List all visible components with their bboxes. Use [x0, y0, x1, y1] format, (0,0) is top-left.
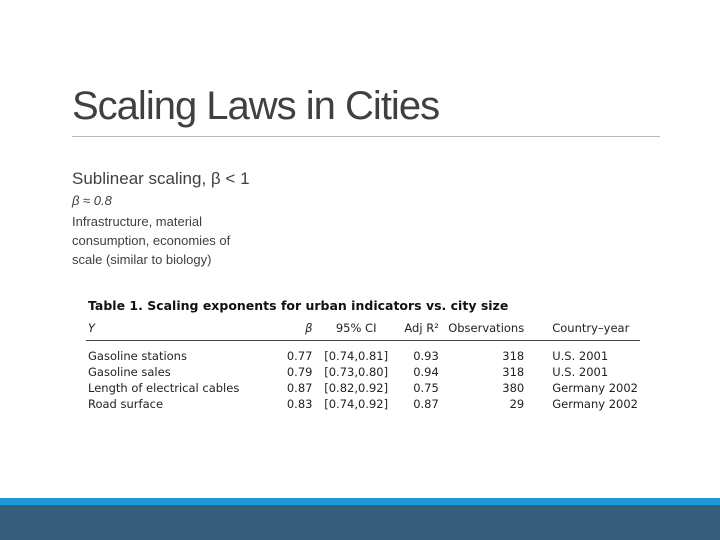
- scaling-table-figure: [86, 298, 642, 412]
- cell-beta: 0.83: [286, 397, 313, 411]
- scaling-table: [86, 321, 640, 412]
- beta-value: β ≈ 0.8: [72, 193, 112, 208]
- cell-country-year: Germany 2002: [552, 397, 638, 411]
- cell-country-year: U.S. 2001: [552, 349, 609, 363]
- cell-indicator: Road surface: [88, 397, 164, 411]
- cell-adj-r2: 0.94: [413, 365, 439, 379]
- cell-indicator: Gasoline sales: [88, 365, 171, 379]
- table-row: [86, 364, 640, 380]
- cell-adj-r2: 0.87: [413, 397, 439, 411]
- header-observations: Observations: [448, 321, 525, 335]
- cell-observations: 318: [502, 365, 525, 379]
- cell-beta: 0.77: [286, 349, 313, 363]
- table-caption: Table 1. Scaling exponents for urban indicators vs. city size: [88, 298, 509, 313]
- cell-indicator: Length of electrical cables: [88, 381, 240, 395]
- cell-country-year: Germany 2002: [552, 381, 638, 395]
- cell-observations: 318: [502, 349, 525, 363]
- cell-beta: 0.79: [286, 365, 313, 379]
- cell-ci: [0.73,0.80]: [324, 365, 389, 379]
- cell-ci: [0.74,0.81]: [324, 349, 389, 363]
- cell-adj-r2: 0.75: [413, 381, 439, 395]
- cell-observations: 29: [509, 397, 525, 411]
- table-row: [86, 396, 640, 412]
- table-row: [86, 380, 640, 396]
- header-y: Y: [88, 321, 96, 335]
- cell-indicator: Gasoline stations: [88, 349, 187, 363]
- table-header-row: [86, 321, 640, 341]
- cell-ci: [0.74,0.92]: [324, 397, 389, 411]
- footer-band: [0, 505, 720, 540]
- header-country-year: Country–year: [552, 321, 630, 335]
- cell-adj-r2: 0.93: [413, 349, 439, 363]
- footer-accent-band: [0, 498, 720, 505]
- cell-observations: 380: [502, 381, 525, 395]
- slide-description: Infrastructure, material consumption, economies of scale (similar to biology): [72, 214, 231, 267]
- slide-subtitle: Sublinear scaling, β < 1: [72, 169, 250, 188]
- table-row: [86, 341, 640, 365]
- cell-country-year: U.S. 2001: [552, 365, 609, 379]
- cell-beta: 0.87: [286, 381, 313, 395]
- title-divider: [72, 136, 660, 137]
- cell-ci: [0.82,0.92]: [324, 381, 389, 395]
- header-ci: 95% CI: [335, 321, 377, 335]
- slide-title: Scaling Laws in Cities: [72, 84, 440, 128]
- header-beta: β: [305, 321, 313, 335]
- header-adj-r2: Adj R²: [404, 321, 439, 335]
